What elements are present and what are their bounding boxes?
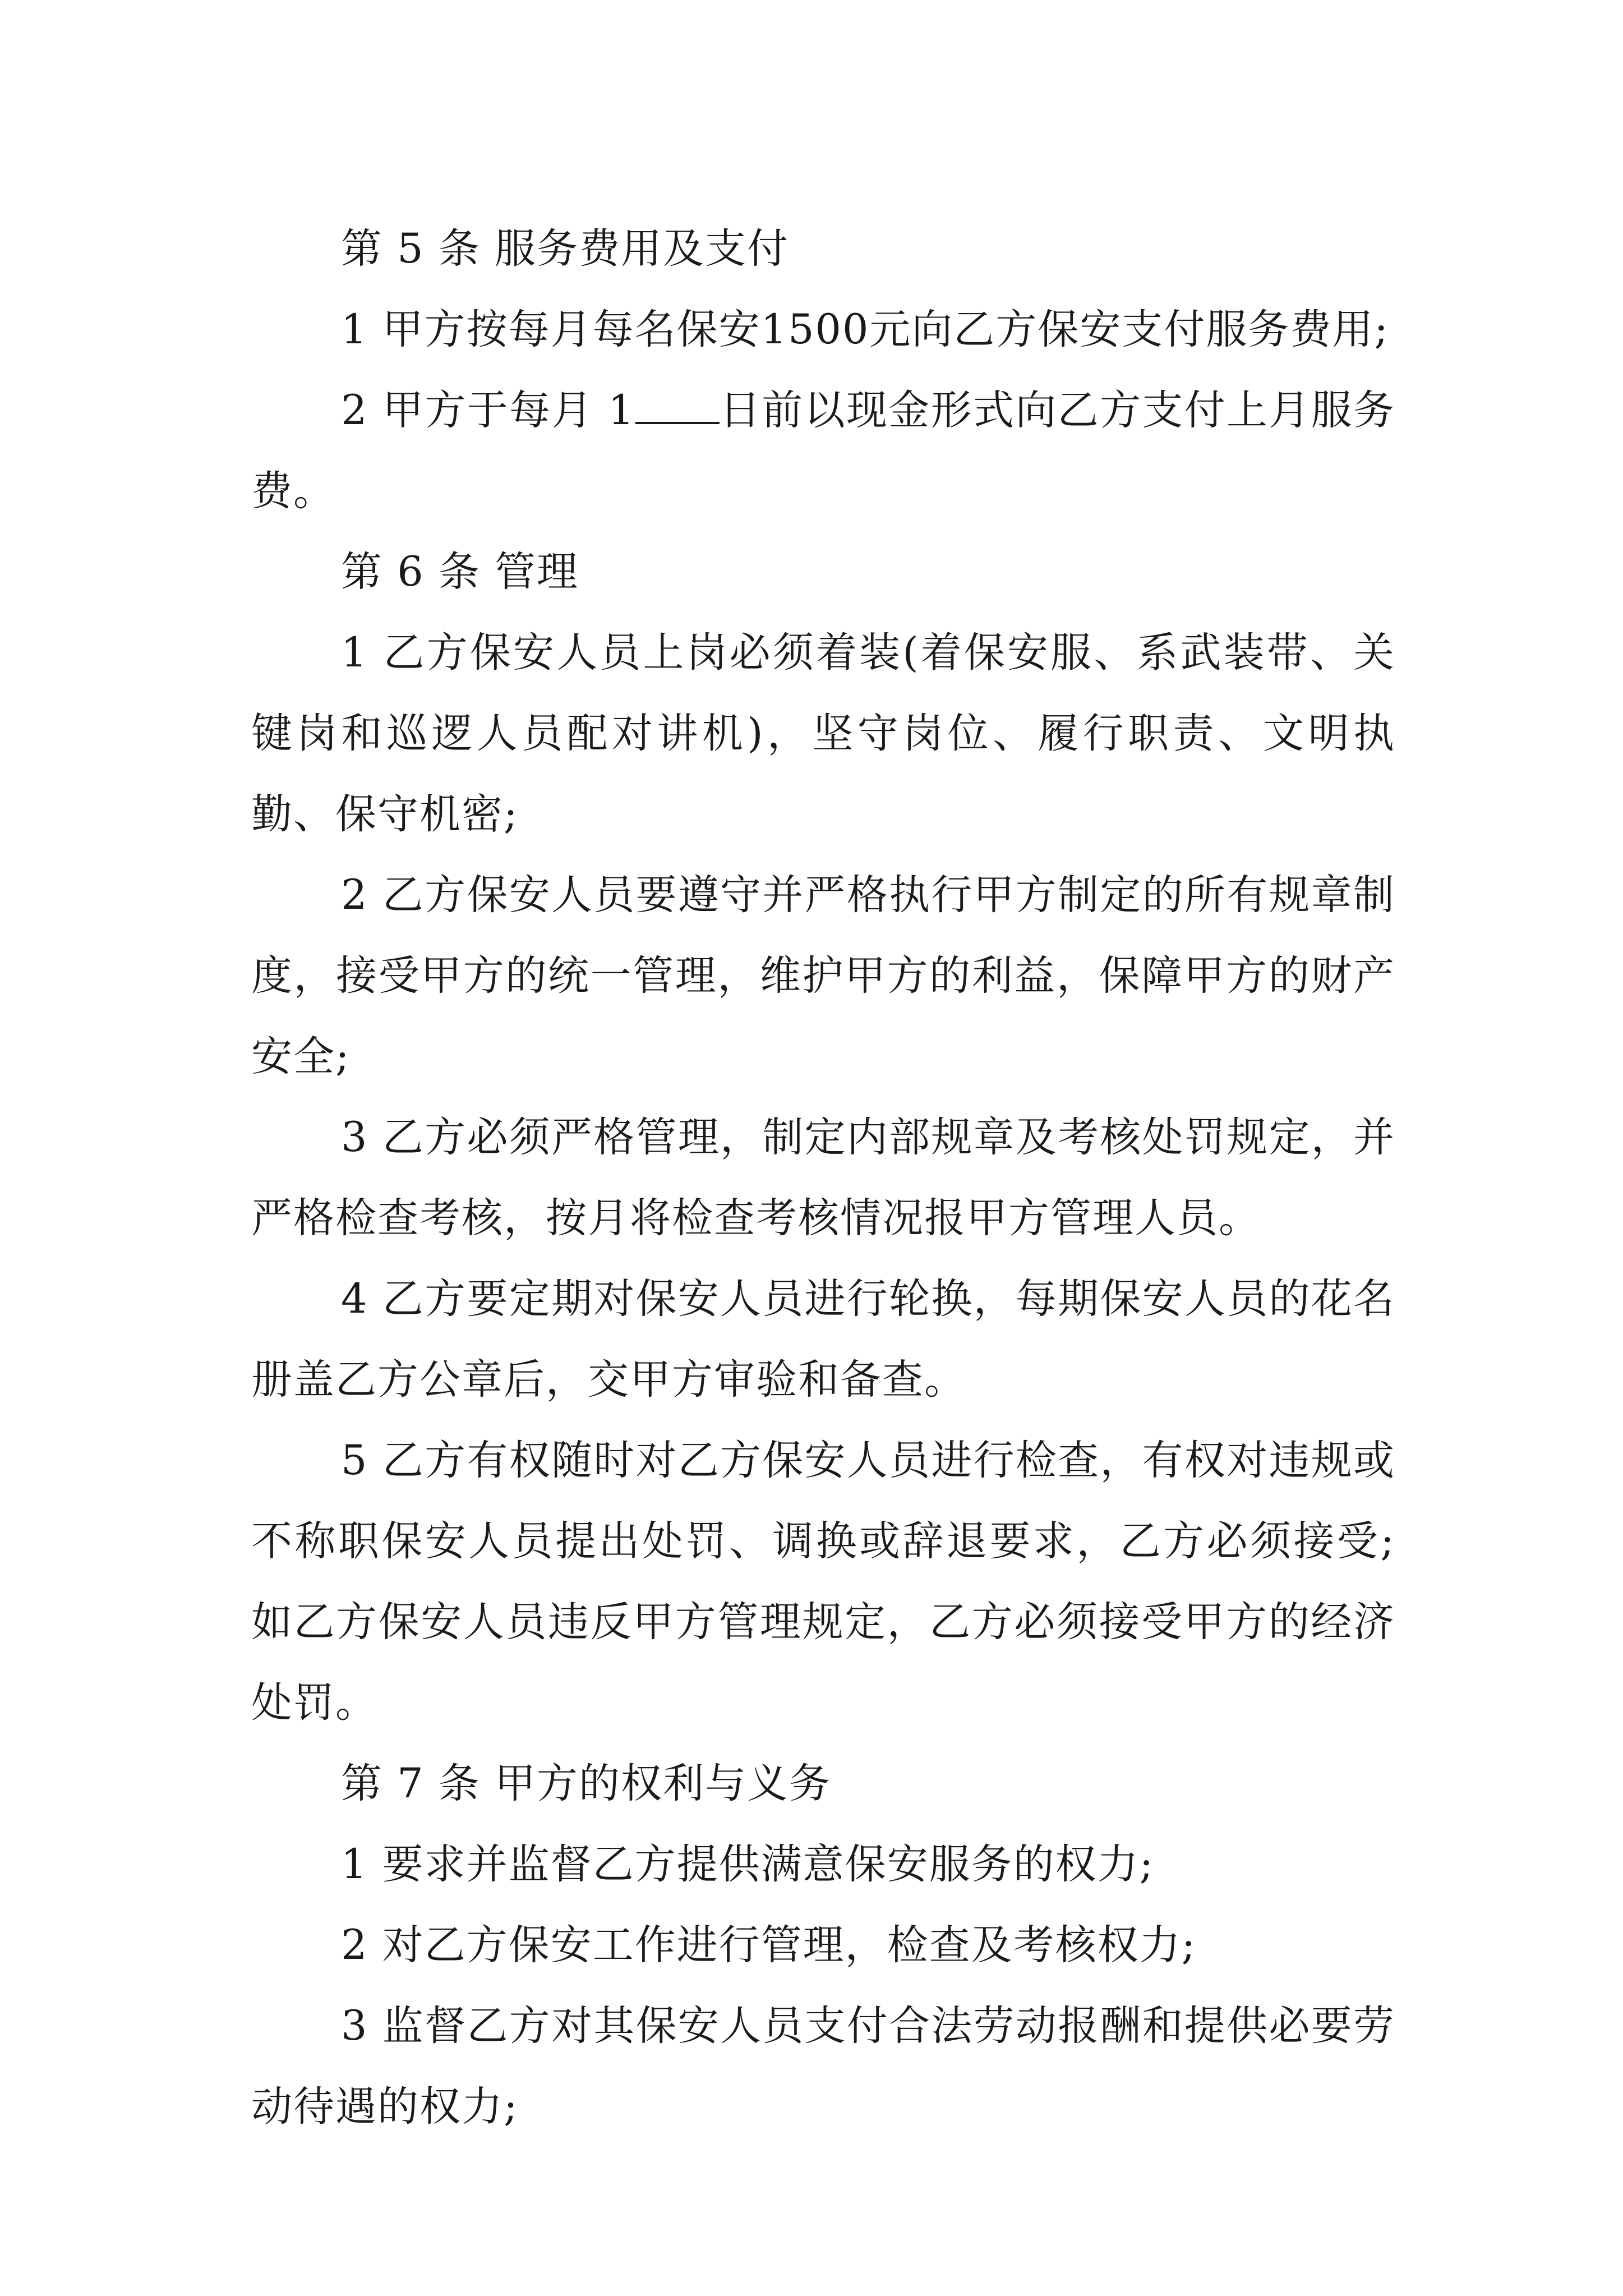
article-6-clause-1: 1 乙方保安人员上岗必须着装(着保安服、系武装带、关键岗和巡逻人员配对讲机)，坚守岗位、履行职责、文明执勤、保守机密; — [251, 629, 1395, 838]
clause-2-text-before-blank: 2 甲方于每月 1 — [341, 386, 635, 434]
fill-in-blank — [635, 383, 720, 424]
article-6-clause-5: 5 乙方有权随时对乙方保安人员进行检查，有权对违规或不称职保安人员提出处罚、调换或辞退要求，乙方必须接受;如乙方保安人员违反甲方管理规定，乙方必须接受甲方的经济处罚。 — [251, 1437, 1395, 1727]
article-7-clause-3: 3 监督乙方对其保安人员支付合法劳动报酬和提供必要劳动待遇的权力; — [251, 2002, 1395, 2131]
article-5-heading: 第 5 条 服务费用及支付 — [341, 225, 790, 273]
article-6-clause-4: 4 乙方要定期对保安人员进行轮换，每期保安人员的花名册盖乙方公章后，交甲方审验和备查。 — [251, 1275, 1395, 1404]
article-7-clause-1: 1 要求并监督乙方提供满意保安服务的权力; — [341, 1841, 1155, 1888]
document-body — [251, 209, 1395, 2147]
article-7-heading: 第 7 条 甲方的权利与义务 — [341, 1760, 832, 1807]
article-5-clause-1: 1 甲方按每月每名保安1500元向乙方保安支付服务费用; — [341, 306, 1390, 353]
article-6-clause-2: 2 乙方保安人员要遵守并严格执行甲方制定的所有规章制度，接受甲方的统一管理，维护甲方的利益，保障甲方的财产安全; — [251, 871, 1395, 1080]
article-6-clause-3: 3 乙方必须严格管理，制定内部规章及考核处罚规定，并严格检查考核，按月将检查考核情况报甲方管理人员。 — [251, 1114, 1395, 1242]
clause-2-text-after-blank: 日前以现金形式向乙方支付上月服务费。 — [251, 386, 1395, 515]
article-7-clause-2: 2 对乙方保安工作进行管理，检查及考核权力; — [341, 1921, 1197, 1969]
article-6-heading: 第 6 条 管理 — [341, 548, 579, 596]
article-5-clause-2 — [251, 370, 1395, 532]
